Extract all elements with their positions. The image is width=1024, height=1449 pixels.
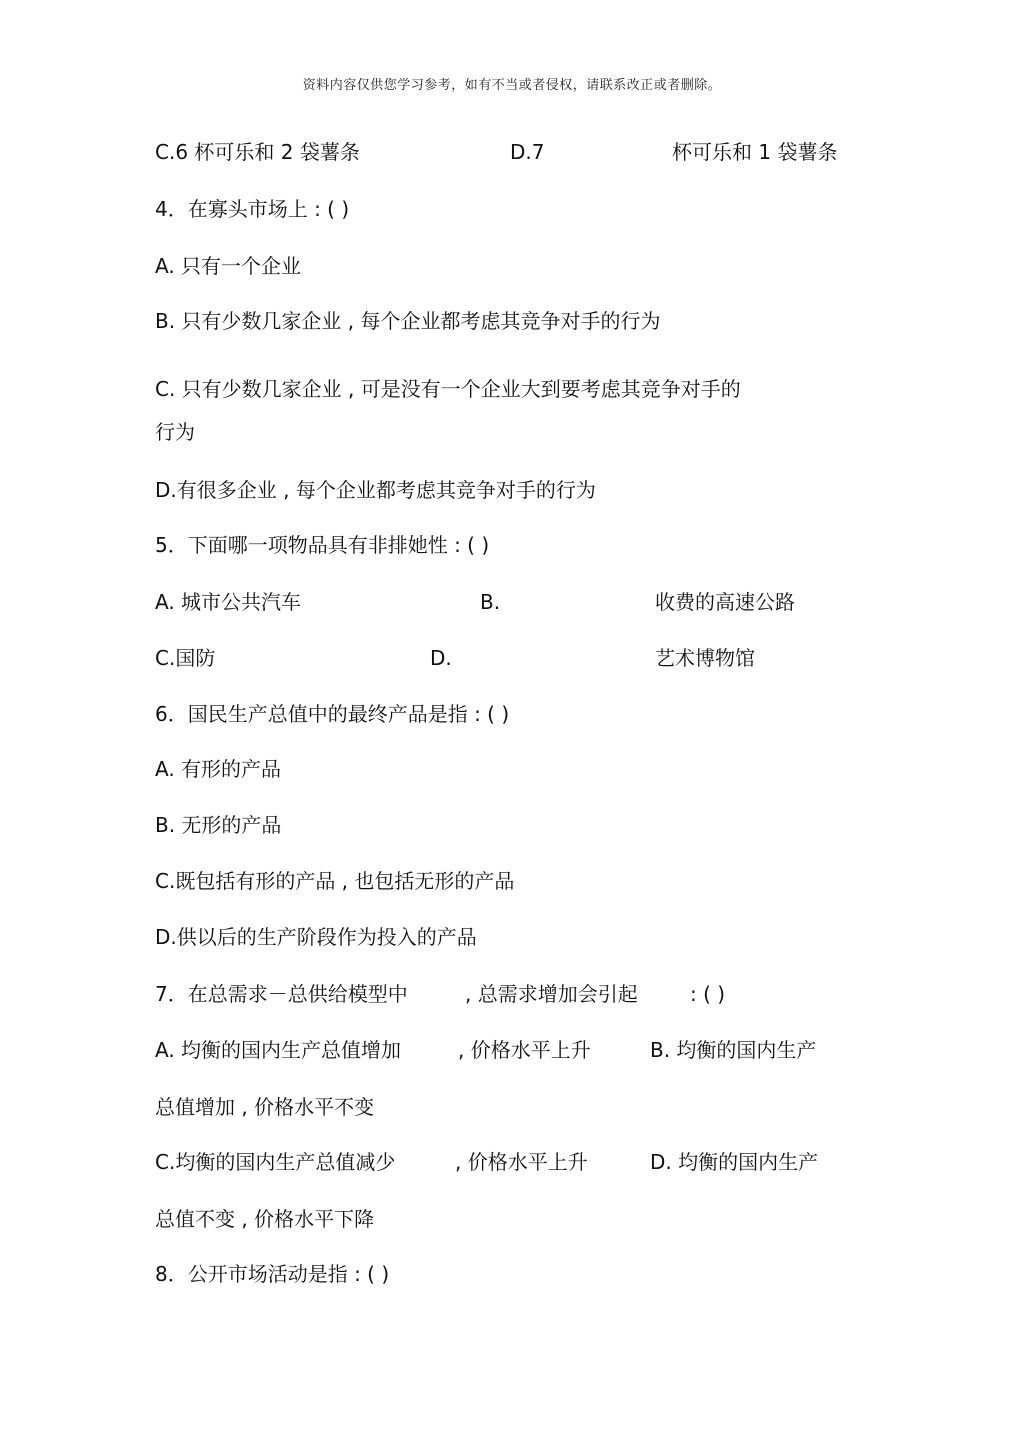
q4-stem: 4．在寡头市场上 : ( )	[155, 197, 350, 221]
q3-option-c: C.6 杯可乐和 2 袋薯条	[155, 140, 360, 164]
q4-option-a: A. 只有一个企业	[155, 254, 302, 278]
q3-option-d-text: 杯可乐和 1 袋薯条	[672, 140, 838, 164]
q5-option-a: A. 城市公共汽车	[155, 590, 302, 614]
q6-option-d: D.供以后的生产阶段作为投入的产品	[155, 925, 477, 949]
q7-option-a-part1: A. 均衡的国内生产总值增加	[155, 1038, 402, 1062]
q5-option-b-text: 收费的高速公路	[655, 590, 795, 614]
q7-option-d-part1: D. 均衡的国内生产	[650, 1150, 819, 1174]
q7-stem-part3: : ( )	[690, 982, 726, 1006]
q6-option-b: B. 无形的产品	[155, 813, 282, 837]
q6-option-c: C.既包括有形的产品 , 也包括无形的产品	[155, 869, 515, 893]
q4-option-c-line2: 行为	[155, 420, 195, 444]
q6-option-a: A. 有形的产品	[155, 757, 282, 781]
q5-option-b-label: B.	[480, 590, 501, 614]
q4-option-d: D.有很多企业 , 每个企业都考虑其竞争对手的行为	[155, 478, 596, 502]
q6-stem: 6．国民生产总值中的最终产品是指 : ( )	[155, 702, 510, 726]
q7-option-b-part1: B. 均衡的国内生产	[650, 1038, 817, 1062]
q7-option-c-part1: C.均衡的国内生产总值减少	[155, 1150, 396, 1174]
q7-stem-part1: 7．在总需求－总供给模型中	[155, 982, 408, 1006]
q8-stem: 8．公开市场活动是指 : ( )	[155, 1262, 390, 1286]
q4-option-b: B. 只有少数几家企业 , 每个企业都考虑其竞争对手的行为	[155, 309, 661, 333]
q7-option-b-continuation: 总值增加 , 价格水平不变	[155, 1095, 375, 1119]
q4-option-c-line1: C. 只有少数几家企业 , 可是没有一个企业大到要考虑其竞争对手的	[155, 377, 741, 401]
q5-option-c: C.国防	[155, 646, 216, 670]
q5-option-d-text: 艺术博物馆	[655, 646, 755, 670]
q3-option-d-label: D.7	[510, 140, 545, 164]
q7-option-a-part2: , 价格水平上升	[458, 1038, 591, 1062]
q7-stem-part2: , 总需求增加会引起	[465, 982, 638, 1006]
copyright-notice: 资料内容仅供您学习参考，如有不当或者侵权，请联系改正或者删除。	[302, 78, 722, 93]
q5-option-d-label: D.	[430, 646, 452, 670]
q7-option-c-part2: , 价格水平上升	[455, 1150, 588, 1174]
q5-stem: 5．下面哪一项物品具有非排她性 : ( )	[155, 533, 490, 557]
q7-option-d-continuation: 总值不变 , 价格水平下降	[155, 1207, 375, 1231]
